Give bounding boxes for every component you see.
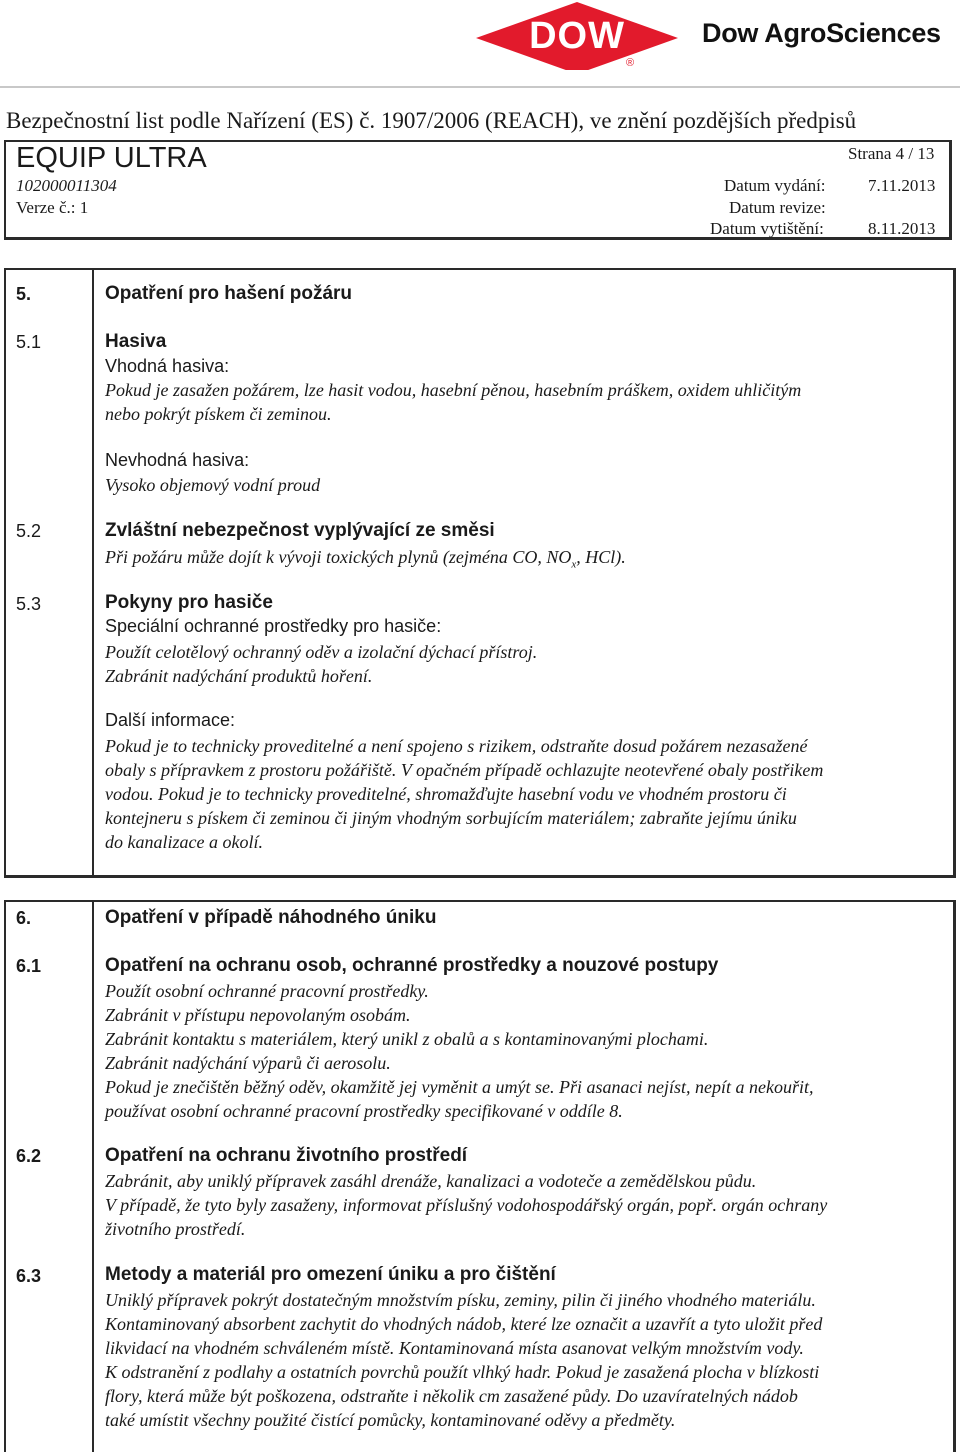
section-6-2-text: Zabránit, aby uniklý přípravek zasáhl drenáže, kanalizaci a vodoteče a zemědělskou půdu. V případě, že tyto byly zasaženy, informovat příslušný vodohospodářský orgán, popř. orgán ochrany životního prostředí. [105,1171,828,1239]
header-divider [0,86,960,88]
dow-logo-text: DOW [529,15,625,57]
suitable-media-text: Pokud je zasažen požárem, lze hasit vodou, hasební pěnou, hasebním práškem, oxidem uhličitým nebo pokrýt pískem či zeminou. [105,380,802,424]
section-6-number: 6. [16,908,32,928]
section-6-2-title: Opatření na ochranu životního prostředí [105,1145,468,1166]
document-title: Bezpečnostní list podle Nařízení (ES) č. 1907/2006 (REACH), ve znění pozdějších předpisů [6,108,857,133]
further-info-text: Pokud je to technicky proveditelné a není spojeno s rizikem, odstraňte dosud požárem nezasažené obaly s přípravkem z prostoru požářiště. V opačném případě ochlazujte neotevřené obaly postřikem vodou. Pokud je to technicky proveditelné, shromažďujte hasební vodu ve vhodném prostoru či kontejneru s pískem či zeminou či jiným vhodným sorbujícím materiálem; zabraňte jejímu úniku do kanalizace a okolí. [105,736,824,852]
unsuitable-media-label: Nevhodná hasiva: [105,450,250,470]
section-6-title: Opatření v případě náhodného úniku [105,907,437,928]
section-5-2-title: Zvláštní nebezpečnost vyplývající ze směsi [105,520,495,541]
section-5-box [4,268,956,878]
suitable-media-label: Vhodná hasiva: [105,356,230,376]
dow-logo [474,0,680,70]
section-5-2-subscript: x [571,558,577,571]
section-5-2-number: 5.2 [16,521,42,541]
section-5-3-number: 5.3 [16,594,42,614]
section-5-1-title: Hasiva [105,331,167,352]
section-6-box [4,900,956,1452]
section-6-3-number: 6.3 [16,1266,42,1286]
further-info-label: Další informace: [105,710,236,730]
print-date: 8.11.2013 [868,219,936,238]
product-name: EQUIP ULTRA [16,142,207,174]
section-5-1-number: 5.1 [16,332,42,352]
section-6-3-title: Metody a materiál pro omezení úniku a pro čištění [105,1264,556,1285]
section-6-1-text: Použít osobní ochranné pracovní prostředky. Zabránit v přístupu nepovolaným osobám. Zabránit kontaktu s materiálem, který unikl z obalů a s kontaminovanými plochami. Zabránit nadýchání výparů či aerosolu. Pokud je znečištěn běžný oděv, okamžitě jej vyměnit a umýt se. Při asanaci nejíst, nepít a nekouřit, používat osobní ochranné pracovní prostředky specifikované v oddíle 8. [105,981,814,1121]
brand-name: Dow AgroSciences [702,18,941,48]
document-header-box [4,140,952,240]
section-5-2-text [105,545,955,577]
section-5-3-title: Pokyny pro hasiče [105,592,273,613]
firefighter-equipment-label: Speciální ochranné prostředky pro hasiče: [105,616,442,636]
section-5-divider [92,270,94,875]
page-number: Strana 4 / 13 [848,144,935,163]
registered-mark: ® [625,57,635,69]
print-date-label: Datum vytištění: [710,219,824,238]
section-6-1-title: Opatření na ochranu osob, ochranné prostředky a nouzové postupy [105,955,719,976]
firefighter-equipment-text: Použít celotělový ochranný oděv a izolační dýchací přístroj. Zabránit nadýchání produktů hoření. [105,642,538,686]
revision-date-label: Datum revize: [729,198,826,217]
issue-date: 7.11.2013 [868,176,936,195]
section-6-divider [92,902,94,1452]
version: Verze č.: 1 [16,198,89,217]
unsuitable-media-text: Vysoko objemový vodní proud [105,475,321,495]
section-5-title: Opatření pro hašení požáru [105,283,353,304]
section-5-2-text-a: Při požáru může dojít k vývoji toxických plynů (zejména CO, NO [105,547,572,567]
section-5-number: 5. [16,284,32,304]
product-code: 102000011304 [16,176,117,195]
section-6-3-text: Uniklý přípravek pokrýt dostatečným množstvím písku, zeminy, pilin či jiného vhodného materiálu. Kontaminovaný absorbent zachytit do vhodných nádob, které lze označit a uzavřít a tyto uložit před likvidací na vhodném schváleném místě. Kontaminovaná místa asanovat velkým množstvím vody. K odstranění z podlahy a ostatních povrchů použít vlhký hadr. Pokud je zasažená plocha v blízkosti flory, která může být poškozena, odstraňte i několik cm zasažené půdy. Do uzavíratelných nádob také umístit všechny použité čistící pomůcky, kontaminované oděvy a předměty. [105,1290,823,1430]
section-5-2-text-b: , HCl). [576,547,626,567]
section-6-2-number: 6.2 [16,1146,42,1166]
issue-date-label: Datum vydání: [724,176,826,195]
section-6-1-number: 6.1 [16,956,42,976]
